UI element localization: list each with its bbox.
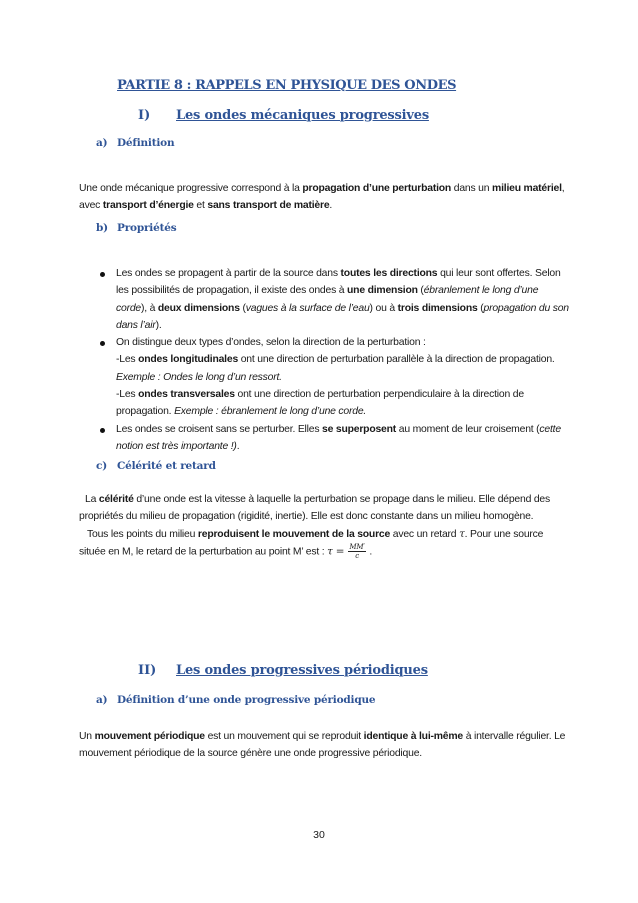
subsection-c-number: c): [96, 460, 107, 472]
subsection-a2-title: Définition d’une onde progressive périodique: [117, 694, 376, 706]
page-number: 30: [313, 829, 325, 841]
section-1-title: Les ondes mécaniques progressives: [176, 108, 429, 123]
subsection-b-heading: [96, 222, 176, 234]
bullet-icon: [100, 272, 105, 277]
subsection-c-heading: [96, 460, 216, 472]
definition-paragraph: Une onde mécanique progressive correspond à la propagation d’une perturbation dans un milieu matériel, avec transport d’énergie et sans transport de matière.: [79, 183, 565, 212]
section-2-title: Les ondes progressives périodiques: [176, 663, 428, 678]
celerity-paragraph: La célérité d’une onde est la vitesse à laquelle la perturbation se propage dans le milieu. Elle dépend des propriétés du milieu de propagation (rigidité, inertie). Elle est donc constante dans un milieu homogène. Tous les points du milieu reproduisent le mouvement de la source avec un retard τ. Pour une source située en M, le retard de la perturbation au point M’ est : τ = $\frac{MM'}{c}$ .: [79, 494, 551, 560]
subsection-a-number: a): [96, 137, 108, 149]
bullet-icon: [100, 341, 105, 346]
section-1-number: I): [138, 108, 151, 123]
part-title: PARTIE 8 : RAPPELS EN PHYSIQUE DES ONDES: [117, 78, 457, 93]
periodic-paragraph: Un mouvement périodique est un mouvement qui se reproduit identique à lui-même à intervalle régulier. Le mouvement périodique de la source génère une onde progressive périodique.: [79, 731, 566, 760]
section-1-heading: [138, 108, 429, 123]
subsection-a2-heading: [96, 694, 375, 706]
subsection-c-title: Célérité et retard: [117, 460, 216, 472]
subsection-a2-number: a): [96, 694, 108, 706]
subsection-b-number: b): [96, 222, 108, 234]
tau-symbol: τ: [459, 527, 465, 540]
list-item: Les ondes se croisent sans se perturber. Elles se superposent au moment de leur croisement (cette notion est très importante !).: [96, 421, 571, 456]
subsection-a-heading: [96, 137, 174, 149]
bullet-icon: [100, 428, 105, 433]
section-2-number: II): [138, 663, 157, 678]
subsection-b-title: Propriétés: [117, 222, 177, 234]
list-item: Les ondes se propagent à partir de la source dans toutes les directions qui leur sont offertes. Selon les possibilités de propagation, il existe des ondes à une dimension (ébranlement le long d’une corde), à deux dimensions (vagues à la surface de l’eau) ou à trois dimensions (propagation du son dans l’air).: [96, 265, 571, 334]
delay-fraction: $\frac{MM'}{c}$: [349, 542, 365, 560]
section-2-heading: [138, 663, 428, 678]
subsection-a-title: Définition: [117, 137, 175, 149]
properties-list: [96, 265, 571, 455]
list-item: On distingue deux types d’ondes, selon la direction de la perturbation : -Les ondes longitudinales ont une direction de perturbation parallèle à la direction de propagation. Exemple : Ondes le long d’un ressort. -Les ondes transversales ont une direction de perturbation perpendiculaire à la direction de propagation. Exemple : ébranlement le long d’une corde.: [96, 334, 571, 420]
